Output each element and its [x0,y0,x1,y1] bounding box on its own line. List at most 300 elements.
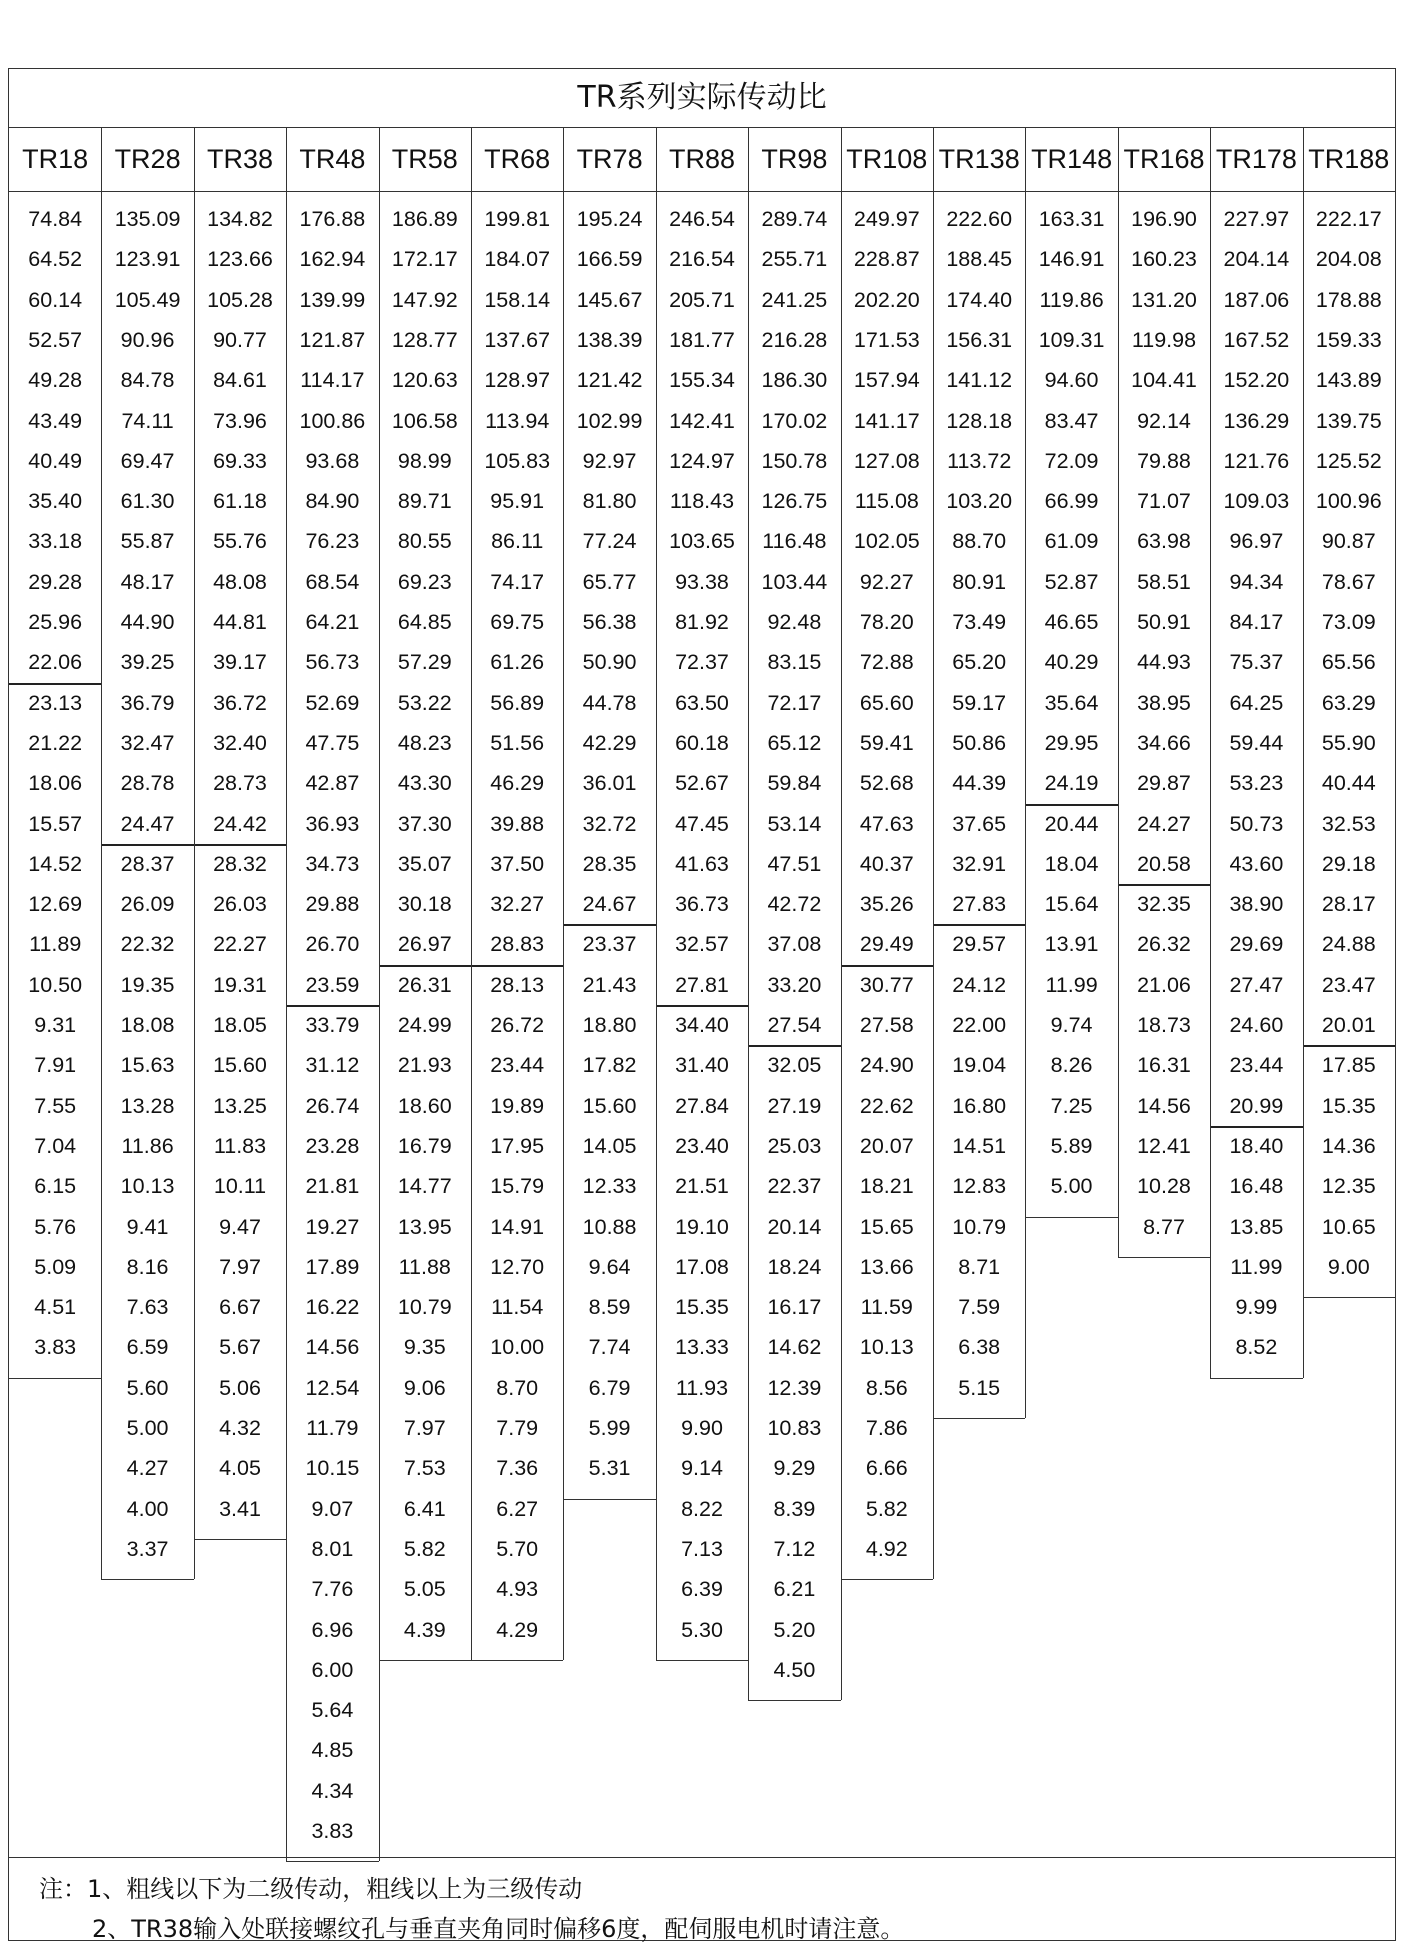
column-values [379,191,471,1660]
column-header: TR48 [299,144,366,174]
column-values [9,191,101,1378]
ratio-cell: 84.78 [120,368,175,393]
ratio-cell: 22.62 [859,1093,914,1118]
ratio-cell: 44.39 [952,771,1007,796]
ratio-cell: 26.31 [397,972,452,997]
ratio-cell: 21.93 [397,1053,452,1078]
ratio-cell: 150.78 [761,448,828,473]
column-divider [379,127,380,1861]
ratio-cell: 35.64 [1044,690,1099,715]
ratio-cell: 5.09 [34,1254,77,1279]
ratio-cell: 34.73 [305,851,360,876]
ratio-cell: 146.91 [1038,247,1105,272]
column-divider [194,127,195,1579]
ratio-cell: 186.30 [761,368,828,393]
ratio-cell: 46.65 [1044,610,1099,634]
ratio-cell: 42.29 [582,730,637,755]
ratio-cell: 10.13 [859,1335,914,1360]
ratio-cell: 73.96 [213,408,267,433]
ratio-cell: 44.78 [582,690,637,715]
ratio-cell: 188.45 [946,247,1013,272]
ratio-cell: 38.90 [1229,892,1284,917]
ratio-cell: 23.44 [1229,1053,1284,1078]
note-1: 注：1、粗线以下为二级传动，粗线以上为三级传动 [39,1875,583,1903]
ratio-cell: 121.87 [299,327,366,352]
ratio-cell: 7.86 [865,1416,908,1440]
ratio-cell: 7.97 [403,1416,446,1440]
ratio-cell: 105.49 [114,287,181,312]
column-values [194,191,286,1539]
ratio-cell: 72.09 [1044,448,1099,473]
ratio-cell: 59.44 [1229,730,1284,755]
ratio-cell: 61.26 [490,650,545,675]
ratio-cell: 10.28 [1137,1174,1191,1199]
ratio-cell: 93.38 [675,569,729,594]
column-header: TR168 [1123,144,1205,174]
notes [39,1869,904,1949]
ratio-cell: 19.27 [305,1214,360,1239]
ratio-cell: 5.89 [1050,1133,1093,1158]
ratio-cell: 21.51 [675,1174,729,1199]
ratio-cell: 69.33 [213,448,267,473]
ratio-cell: 78.20 [859,610,914,634]
column-bottom-line [471,1660,563,1661]
ratio-cell: 7.55 [34,1093,77,1118]
ratio-cell: 4.05 [219,1456,261,1481]
ratio-cell: 23.40 [675,1133,729,1158]
ratio-cell: 26.32 [1137,932,1191,957]
column-values [471,191,563,1660]
thick-divider [933,924,1025,926]
ratio-cell: 105.83 [484,448,551,473]
ratio-cell: 128.97 [484,368,551,393]
ratio-cell: 9.00 [1327,1254,1370,1279]
ratio-cell: 106.58 [391,408,458,433]
ratio-cell: 43.30 [397,771,452,796]
ratio-cell: 35.40 [28,489,83,514]
ratio-cell: 32.57 [675,932,729,957]
ratio-cell: 14.51 [952,1133,1007,1158]
ratio-cell: 5.20 [773,1617,816,1642]
ratio-cell: 142.41 [669,408,735,433]
ratio-cell: 9.07 [311,1496,354,1521]
ratio-cell: 60.14 [28,287,83,312]
ratio-cell: 37.65 [952,811,1007,836]
ratio-cell: 73.09 [1321,610,1376,634]
ratio-cell: 14.36 [1321,1133,1376,1158]
ratio-cell: 27.19 [767,1093,822,1118]
ratio-cell: 55.87 [120,529,175,554]
ratio-cell: 127.08 [853,448,920,473]
ratio-cell: 43.60 [1229,851,1284,876]
ratio-cell: 7.74 [588,1335,631,1360]
ratio-cell: 65.20 [952,650,1007,675]
ratio-cell: 102.99 [576,408,643,433]
ratio-cell: 7.12 [773,1536,816,1561]
ratio-cell: 10.11 [213,1174,267,1199]
ratio-cell: 103.65 [669,529,735,554]
ratio-cell: 18.80 [582,1013,637,1037]
thick-divider [841,965,933,967]
ratio-cell: 10.00 [490,1335,545,1360]
ratio-cell: 123.91 [114,247,181,272]
ratio-cell: 74.17 [490,569,545,594]
ratio-cell: 33.20 [767,972,822,997]
ratio-cell: 52.69 [305,690,360,715]
ratio-cell: 3.83 [311,1819,354,1843]
ratio-cell: 50.86 [952,730,1007,755]
ratio-cell: 9.29 [773,1456,816,1481]
ratio-cell: 5.06 [219,1375,261,1400]
ratio-cell: 5.00 [126,1416,169,1440]
column-divider [841,127,842,1700]
ratio-cell: 21.06 [1137,972,1191,997]
column-bottom-line [841,1579,933,1580]
ratio-cell: 120.63 [391,368,458,393]
ratio-cell: 55.90 [1321,730,1376,755]
thick-divider [1210,1126,1302,1128]
ratio-cell: 12.41 [1137,1133,1191,1158]
ratio-cell: 7.25 [1050,1093,1093,1118]
ratio-cell: 9.74 [1050,1013,1093,1037]
ratio-cell: 13.85 [1229,1214,1284,1239]
ratio-cell: 75.37 [1229,650,1284,675]
ratio-cell: 15.35 [1321,1093,1376,1118]
column-divider [1210,127,1211,1378]
ratio-cell: 4.92 [865,1536,908,1561]
ratio-cell: 5.30 [681,1617,723,1642]
thick-divider [286,1005,378,1007]
ratio-cell: 76.23 [305,529,360,554]
ratio-cell: 74.11 [121,408,174,433]
ratio-cell: 61.30 [120,489,175,514]
ratio-cell: 61.18 [213,489,267,514]
ratio-cell: 28.83 [490,932,545,957]
column-values [1303,191,1395,1297]
ratio-cell: 6.00 [311,1657,354,1682]
ratio-cell: 9.14 [681,1456,723,1481]
ratio-cell: 23.59 [305,972,360,997]
ratio-cell: 16.31 [1137,1053,1191,1078]
ratio-cell: 50.90 [582,650,637,675]
ratio-cell: 116.48 [762,529,827,554]
ratio-cell: 96.97 [1229,529,1284,554]
ratio-cell: 18.05 [213,1013,267,1037]
ratio-cell: 7.79 [496,1416,539,1440]
ratio-cell: 8.71 [958,1254,1001,1279]
ratio-cell: 32.53 [1321,811,1376,836]
ratio-cell: 8.01 [311,1536,354,1561]
ratio-cell: 69.23 [397,569,452,594]
ratio-cell: 5.60 [126,1375,169,1400]
ratio-cell: 100.96 [1315,489,1382,514]
ratio-cell: 73.49 [952,610,1007,634]
ratio-cell: 28.35 [582,851,637,876]
ratio-cell: 44.90 [120,610,175,634]
ratio-cell: 105.28 [207,287,273,312]
ratio-cell: 8.39 [773,1496,816,1521]
ratio-cell: 5.67 [219,1335,261,1360]
ratio-cell: 20.07 [859,1133,914,1158]
column-bottom-line [194,1539,286,1540]
ratio-cell: 10.13 [120,1174,175,1199]
ratio-cell: 11.54 [491,1295,544,1320]
ratio-cell: 32.40 [213,730,267,755]
ratio-cell: 17.85 [1321,1053,1376,1078]
column-divider [748,127,749,1700]
ratio-cell: 174.40 [946,287,1013,312]
ratio-cell: 22.27 [213,932,267,957]
ratio-cell: 90.77 [213,327,267,352]
ratio-cell: 27.84 [675,1093,729,1118]
ratio-cell: 5.82 [403,1536,446,1561]
thick-divider [656,1005,748,1007]
ratio-cell: 14.52 [28,851,83,876]
ratio-cell: 152.20 [1223,368,1290,393]
column-header: TR78 [576,144,643,174]
ratio-cell: 24.12 [952,972,1007,997]
ratio-cell: 92.27 [859,569,914,594]
ratio-cell: 176.88 [299,207,366,231]
ratio-cell: 56.89 [490,690,545,715]
ratio-cell: 29.28 [28,569,83,594]
ratio-cell: 135.09 [114,207,181,231]
ratio-cell: 6.96 [311,1617,354,1642]
column-values [286,191,378,1861]
ratio-cell: 16.22 [305,1295,360,1320]
ratio-cell: 48.23 [397,730,452,755]
ratio-cell: 65.60 [859,690,914,715]
ratio-cell: 15.35 [675,1295,729,1320]
ratio-cell: 3.83 [34,1335,77,1360]
ratio-cell: 86.11 [491,529,544,554]
ratio-cell: 32.91 [952,851,1007,876]
ratio-cell: 60.18 [675,730,729,755]
ratio-cell: 42.72 [767,892,822,917]
ratio-cell: 3.37 [126,1536,169,1561]
ratio-cell: 216.54 [669,247,735,272]
ratio-cell: 80.91 [952,569,1007,594]
ratio-cell: 37.30 [397,811,452,836]
ratio-cell: 118.43 [669,489,735,514]
ratio-cell: 18.06 [28,771,83,796]
ratio-cell: 52.87 [1044,569,1099,594]
ratio-cell: 22.37 [767,1174,822,1199]
ratio-cell: 27.83 [952,892,1007,917]
ratio-cell: 40.37 [859,851,914,876]
ratio-cell: 50.91 [1137,610,1191,634]
ratio-cell: 24.19 [1044,771,1099,796]
column-bottom-line [748,1700,840,1701]
column-bottom-line [1118,1257,1210,1258]
ratio-cell: 90.96 [120,327,175,352]
ratio-cell: 204.14 [1223,247,1290,272]
ratio-cell: 47.63 [859,811,914,836]
ratio-cell: 7.13 [681,1536,723,1561]
ratio-cell: 64.21 [305,610,360,634]
ratio-cell: 51.56 [490,730,545,755]
ratio-cell: 34.40 [675,1013,729,1037]
ratio-cell: 119.98 [1131,327,1197,352]
ratio-cell: 14.77 [397,1174,452,1199]
ratio-cell: 39.88 [490,811,545,836]
ratio-cell: 59.84 [767,771,822,796]
ratio-cell: 63.50 [675,690,729,715]
ratio-cell: 16.48 [1229,1174,1284,1199]
ratio-cell: 38.95 [1137,690,1191,715]
ratio-cell: 163.31 [1038,207,1105,231]
ratio-cell: 11.86 [121,1133,174,1158]
ratio-cell: 17.08 [675,1254,729,1279]
ratio-cell: 69.47 [120,448,175,473]
column-divider [1118,127,1119,1257]
ratio-cell: 13.91 [1044,932,1099,957]
ratio-cell: 40.44 [1321,771,1376,796]
ratio-cell: 113.94 [485,408,550,433]
ratio-cell: 4.27 [126,1456,169,1481]
column-header: TR28 [114,144,181,174]
ratio-cell: 26.03 [213,892,267,917]
ratio-cell: 44.81 [213,610,267,634]
ratio-cell: 50.73 [1229,811,1284,836]
ratio-cell: 14.56 [305,1335,360,1360]
ratio-cell: 98.99 [397,448,452,473]
ratio-cell: 159.33 [1315,327,1382,352]
ratio-cell: 102.05 [853,529,920,554]
ratio-cell: 36.72 [213,690,267,715]
ratio-cell: 19.31 [213,972,267,997]
ratio-cell: 141.17 [853,408,920,433]
ratio-cell: 139.75 [1315,408,1382,433]
ratio-cell: 40.49 [28,448,83,473]
ratio-cell: 15.63 [120,1053,175,1078]
ratio-cell: 52.68 [859,771,914,796]
ratio-cell: 6.67 [219,1295,261,1320]
column-divider [101,127,102,1579]
ratio-cell: 9.41 [126,1214,169,1239]
ratio-cell: 11.93 [675,1375,729,1400]
ratio-cell: 5.31 [588,1456,631,1481]
ratio-cell: 24.27 [1137,811,1191,836]
thick-divider [471,965,563,967]
ratio-cell: 5.00 [1050,1174,1093,1199]
ratio-cell: 19.35 [120,972,175,997]
ratio-cell: 32.47 [120,730,175,755]
column-values [748,191,840,1700]
ratio-cell: 26.70 [305,932,360,957]
ratio-cell: 14.91 [490,1214,545,1239]
thick-divider [1303,1045,1395,1047]
ratio-cell: 53.23 [1229,771,1284,796]
ratio-cell: 8.16 [126,1254,169,1279]
ratio-cell: 21.22 [28,730,83,755]
ratio-cell: 90.87 [1321,529,1376,554]
ratio-cell: 29.18 [1321,851,1376,876]
ratio-cell: 125.52 [1315,448,1382,473]
ratio-cell: 17.89 [305,1254,360,1279]
ratio-cell: 5.76 [34,1214,77,1239]
column-bottom-line [656,1660,748,1661]
ratio-cell: 25.03 [767,1133,822,1158]
ratio-cell: 74.84 [28,207,83,231]
ratio-cell: 222.17 [1315,207,1382,231]
ratio-cell: 11.59 [860,1295,913,1320]
ratio-cell: 13.28 [120,1093,175,1118]
ratio-cell: 72.17 [767,690,822,715]
ratio-cell: 65.77 [582,569,637,594]
ratio-cell: 7.97 [219,1254,261,1279]
ratio-cell: 6.21 [773,1577,816,1602]
ratio-cell: 178.88 [1315,287,1382,312]
ratio-cell: 59.41 [859,730,914,755]
column-header: TR38 [206,144,273,174]
ratio-cell: 4.50 [773,1657,816,1682]
ratio-cell: 12.70 [490,1254,545,1279]
ratio-cell: 7.76 [311,1577,354,1602]
thick-divider [9,683,101,685]
ratio-cell: 37.50 [490,851,545,876]
ratio-cell: 35.26 [859,892,914,917]
ratio-cell: 32.27 [490,892,545,917]
ratio-cell: 18.60 [397,1093,452,1118]
ratio-cell: 158.14 [484,287,551,312]
ratio-cell: 13.33 [675,1335,729,1360]
ratio-cell: 114.17 [300,368,365,393]
ratio-cell: 27.81 [675,972,729,997]
ratio-cell: 134.82 [207,207,273,231]
ratio-cell: 24.60 [1229,1013,1284,1037]
column-bottom-line [933,1418,1025,1419]
ratio-cell: 104.41 [1131,368,1197,393]
ratio-cell: 9.47 [219,1214,261,1239]
ratio-cell: 39.17 [213,650,267,675]
ratio-cell: 23.28 [305,1133,360,1158]
ratio-cell: 139.99 [299,287,366,312]
ratio-cell: 47.75 [305,730,360,755]
thick-divider [1025,804,1117,806]
ratio-cell: 9.90 [681,1416,723,1440]
ratio-cell: 5.05 [403,1577,446,1602]
ratio-cell: 53.14 [767,811,822,836]
header-row [9,127,1395,191]
ratio-cell: 9.99 [1235,1295,1278,1320]
ratio-cell: 7.59 [958,1295,1001,1320]
ratio-cell: 65.56 [1321,650,1376,675]
ratio-cell: 11.89 [29,932,82,957]
ratio-cell: 26.97 [397,932,452,957]
ratio-cell: 18.73 [1137,1013,1191,1037]
ratio-cell: 103.44 [761,569,828,594]
ratio-cell: 113.72 [947,448,1012,473]
ratio-cell: 228.87 [853,247,920,272]
ratio-cell: 36.93 [305,811,360,836]
ratio-cell: 5.64 [311,1698,354,1723]
ratio-cell: 199.81 [484,207,551,231]
ratio-cell: 8.56 [865,1375,908,1400]
column-values [1025,191,1117,1217]
ratio-cell: 56.38 [582,610,637,634]
column-bottom-line [1210,1378,1302,1379]
ratio-cell: 156.31 [946,327,1013,352]
ratio-cell: 48.17 [120,569,175,594]
ratio-cell: 124.97 [669,448,735,473]
column-values [656,191,748,1660]
ratio-cell: 227.97 [1223,207,1290,231]
ratio-cell: 26.72 [490,1013,545,1037]
ratio-cell: 8.52 [1235,1335,1278,1360]
ratio-cell: 48.08 [213,569,267,594]
ratio-cell: 167.52 [1223,327,1290,352]
